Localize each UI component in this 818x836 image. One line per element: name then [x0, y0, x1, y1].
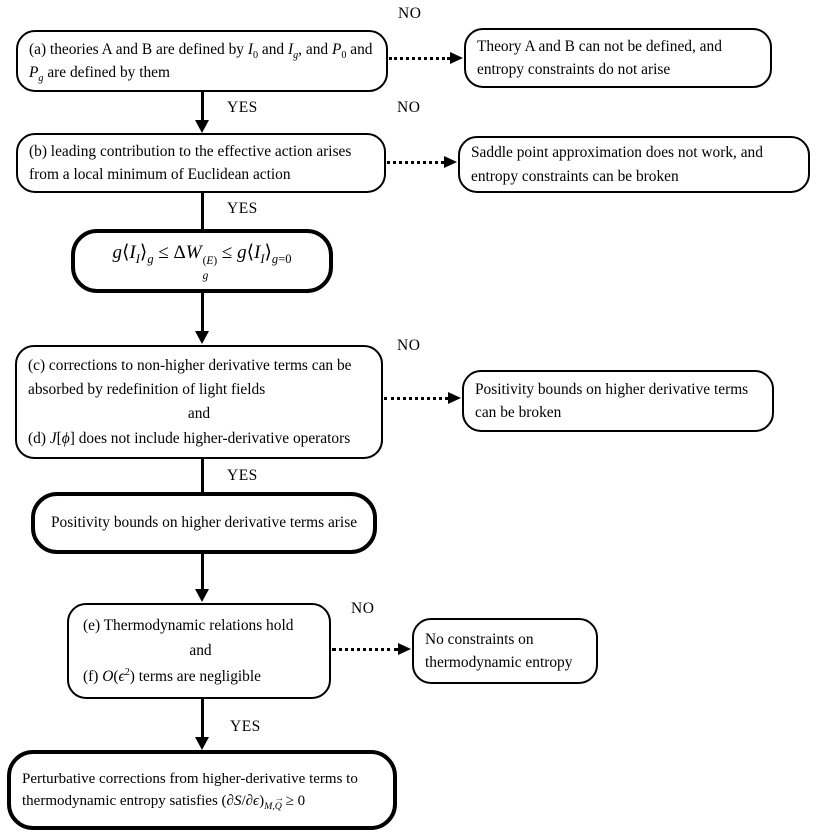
down-arrowhead-icon-2 — [195, 331, 209, 344]
yes-connector-line-4 — [201, 699, 204, 739]
no-arrow-line-2 — [387, 161, 444, 164]
yes-label-4: YES — [230, 718, 261, 735]
yes-label-1: YES — [227, 99, 258, 116]
condition-box-ef — [67, 603, 331, 699]
no-label-4: NO — [351, 600, 375, 617]
outcome-box-ef-no — [412, 618, 598, 684]
and-connector-text-1: and — [187, 405, 211, 422]
no-arrow-line-1 — [389, 57, 450, 60]
no-label-1: NO — [398, 5, 422, 22]
positivity-result-text: Positivity bounds on higher derivative terms arise — [50, 514, 358, 532]
condition-box-a — [16, 30, 388, 92]
outcome-box-b-no-text: Saddle point approximation does not work, and entropy constraints can be broken — [471, 144, 763, 185]
no-arrow-line-4 — [332, 648, 398, 651]
condition-f-text: (f) $O(\epsilon^2)$ terms are negligible — [83, 667, 261, 686]
condition-box-cd — [15, 345, 383, 459]
condition-d-text: (d) J[ϕ] does not include higher-derivative operators — [28, 429, 351, 447]
condition-box-b-text: (b) leading contribution to the effective action arises from a local minimum of Euclidean action — [29, 142, 352, 183]
yes-connector-line-3 — [201, 459, 204, 492]
inequality-formula-text: $g⟨I_I⟩_g \le \Delta W$ (E) g ≤ $g⟨I_I⟩_{g=0}$ — [112, 242, 292, 282]
condition-box-a-text: (a) theories A and B are defined by $I_0$ and $I_g$, and $P_0$ and $P_g$ are defined by them — [29, 40, 373, 85]
outcome-box-ef-no-text: No constraints on thermodynamic entropy — [425, 630, 573, 671]
down-arrowhead-icon-3 — [195, 589, 209, 602]
inequality-formula-box — [71, 229, 333, 293]
yes-label-3: YES — [227, 467, 258, 484]
condition-e-text: (e) Thermodynamic relations hold — [83, 616, 294, 634]
connector-line-3 — [201, 292, 204, 333]
yes-connector-line-2 — [201, 193, 204, 230]
no-label-3: NO — [397, 337, 421, 354]
condition-c-text: (c) corrections to non-higher derivative terms can be absorbed by redefinition of light fields — [28, 357, 352, 398]
no-arrowhead-icon-2 — [444, 156, 457, 168]
yes-connector-line-1 — [201, 92, 204, 122]
outcome-box-b-no — [458, 136, 810, 193]
no-label-2: NO — [397, 99, 421, 116]
outcome-box-cd-no — [462, 370, 774, 432]
and-connector-text-2: and — [189, 642, 212, 660]
condition-box-b — [16, 133, 386, 193]
connector-line-5 — [201, 554, 204, 591]
outcome-box-a-no — [464, 28, 772, 88]
outcome-box-a-no-text: Theory A and B can not be defined, and entropy constraints do not arise — [477, 37, 722, 78]
no-arrowhead-icon-3 — [448, 392, 461, 404]
down-arrowhead-icon-4 — [195, 737, 209, 750]
positivity-result-box — [31, 492, 377, 554]
no-arrowhead-icon-1 — [450, 52, 463, 64]
no-arrowhead-icon-4 — [398, 643, 411, 655]
final-result-box — [7, 750, 397, 830]
down-arrowhead-icon-1 — [195, 120, 209, 133]
final-result-line1: Perturbative corrections from higher-derivative terms to — [22, 770, 358, 787]
final-result-line2: thermodynamic entropy satisfies $(\partial S/\partial\epsilon)_{M,Q} \ge 0$ — [22, 793, 306, 812]
no-arrow-line-3 — [384, 397, 448, 400]
yes-label-2: YES — [227, 200, 258, 217]
outcome-box-cd-no-text: Positivity bounds on higher derivative terms can be broken — [475, 380, 749, 421]
